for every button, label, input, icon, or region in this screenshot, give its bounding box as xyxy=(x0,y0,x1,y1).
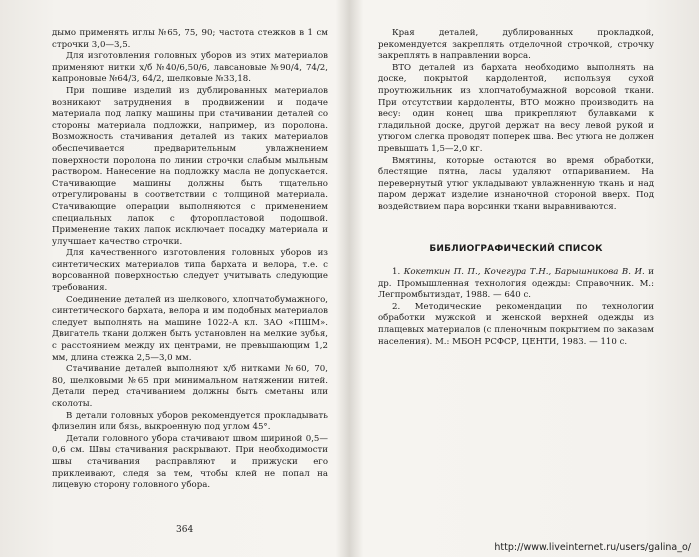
paragraph: Стачивание деталей выполняют х/б нитками №60, 70, 80, шелковыми №65 при минимальном натяжении нитей. Детали перед стачиванием должны быть сметаны или сколоты. xyxy=(52,364,328,409)
bib-authors: Кокеткин П. П., Кочегура Т.Н., Барышникова В. И. xyxy=(403,267,645,278)
paragraph: ВТО деталей из бархата необходимо выполнять на доске, покрытой кардолентой, используя сухой проутюжильник из хлопчатобумажной ворсовой ткани. При отсутствии кардоленты, ВТО можно производить на весу: один конец шва прикрепляют булавками к гладильной доске, другой держат на весу левой рукой и утюгом слегка проводят поперек шва. Вес утюга не должен превышать 1,5—2,0 кг. xyxy=(378,62,654,154)
paragraph: Края деталей, дублированных прокладкой, рекомендуется закреплять отделочной строчкой, строчку закреплять в направлении ворса. xyxy=(378,28,654,62)
paragraph: В детали головных уборов рекомендуется прокладывать флизелин или бязь, выкроенную под углом 45°. xyxy=(52,410,328,433)
paragraph: Для качественного изготовления головных уборов из синтетических материалов типа бархата и велора, т.е. с ворсованной поверхностью следует учитывать следующие требования. xyxy=(52,248,328,294)
bibliography-heading: БИБЛИОГРАФИЧЕСКИЙ СПИСОК xyxy=(429,243,603,254)
paragraph: дымо применять иглы №65, 75, 90; частота стежков в 1 см строчки 3,0—3,5. xyxy=(52,28,328,50)
paragraph: Соединение деталей из шелкового, хлопчатобумажного, синтетического бархата, велора и им подобных материалов следует выполнять на машине 1022-А кл. ЗАО «ПШМ». Двигатель ткани должен быть установлен на мелкие зубья, с расстоянием между их центрами, не превышающим 1,2 мм, длина стежка 2,5—3,0 мм. xyxy=(52,294,328,363)
paragraph: При пошиве изделий из дублированных материалов возникают затруднения в продвижении и подаче материала под лапку машины при стачивании деталей со стороны материала подложки, например, из поролона. Возможность стачивания деталей из таких материалов обеспечивается предварительным увлажнением поверхности поролона по линии строчки слабым мыльным раствором. Нанесение на подложку масла не допускается. Стачивающие машины должны быть тщательно отрегулированы в соответствии с толщиной материала. Стачивающие операции выполняются с применением специальных лапок с фторопластовой подошвой. Применение таких лапок исключает посадку материала и улучшает качество строчки. xyxy=(52,85,328,247)
bib-number: 2. xyxy=(392,301,401,312)
bibliography-item xyxy=(378,302,654,348)
bib-number: 1. xyxy=(392,267,401,278)
paragraph: Вмятины, которые остаются во время обработки, блестящие пятна, ласы удаляют отпариванием. На перевернутый утюг укладывают увлажненную ткань и над паром держат изделие изнаночной стороной вверх. Под воздействием пара ворсинки ткани выравниваются. xyxy=(378,155,654,212)
paragraph: Детали головного убора стачивают швом шириной 0,5—0,6 см. Швы стачивания раскрывают. При необходимости швы стачивания расправляют и прижуски его приклеивают, следя за тем, чтобы клей не попал на лицевую сторону головного убора. xyxy=(52,433,328,491)
source-url: http://www.liveinternet.ru/users/galina_o/ xyxy=(494,542,691,553)
paragraph: Для изготовления головных уборов из этих материалов применяют нитки х/б №40/6,50/6, лавсановые №90/4, 74/2, капроновые №64/3, 64/2, шелковые №33,18. xyxy=(52,51,328,85)
page-number: 364 xyxy=(176,525,194,535)
bib-text: и др. Промышленная технология одежды: Справочник. М.: Легпромбытиздат, 1988. — 640 с. xyxy=(378,267,655,301)
bib-text: Методические рекомендации по технологии обработки мужской и женской верхней одежды из плащевых материалов (с пленочным покрытием по заказам населения). М.: МБОН РСФСР, ЦЕНТИ, 1983. — 110 с. xyxy=(378,301,655,347)
left-page xyxy=(52,28,328,492)
right-page xyxy=(378,28,654,348)
bibliography-item xyxy=(378,267,654,302)
